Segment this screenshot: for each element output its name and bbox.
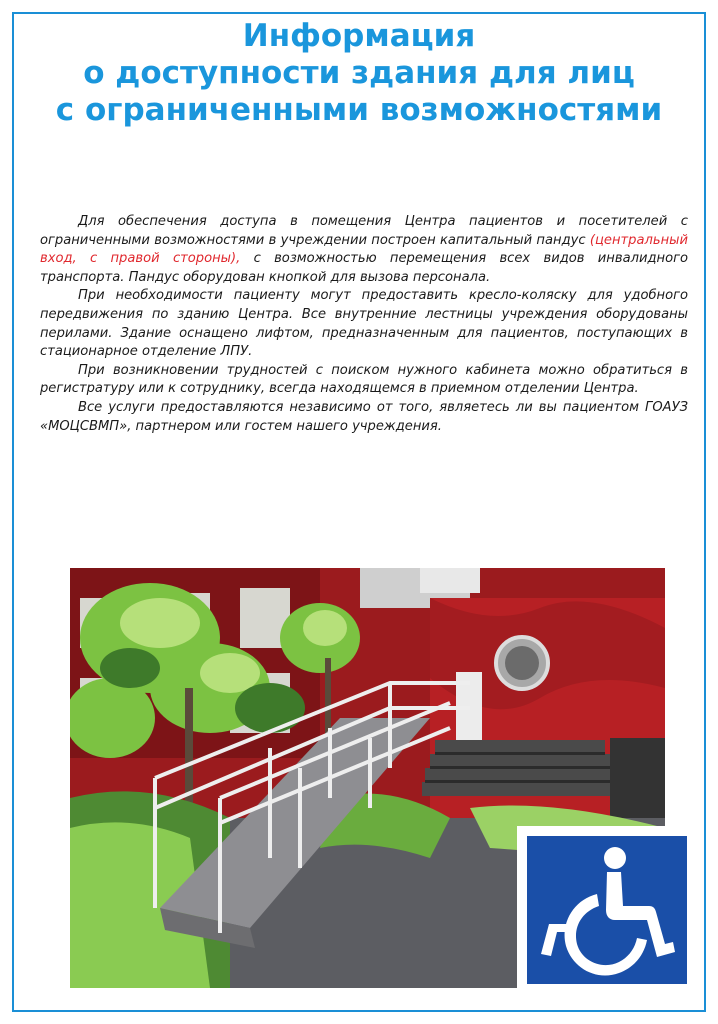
title-line-2: о доступности здания для лиц: [83, 55, 635, 91]
paragraph-help: При возникновении трудностей с поиском нужного кабинета можно обратиться в регистратуру или к сотруднику, всегда находящемся в приемном отделении Центра.: [40, 362, 688, 397]
title-line-1: Информация: [242, 18, 476, 54]
paragraph-ramp: [40, 213, 688, 287]
wheelchair-accessibility-icon: [527, 836, 687, 984]
paragraph-ramp-start: Для обеспечения доступа в помещения Центра пациентов и посетителей с ограниченными возможностями в учреждении построен капитальный пандус: [40, 214, 688, 248]
paragraph-ramp-end: с возможностью перемещения всех видов инвалидного транспорта. Пандус оборудован кнопкой для вызова персонала.: [40, 251, 689, 285]
accessibility-sign: [517, 826, 697, 994]
title-line-3: с ограниченными возможностями: [55, 92, 663, 128]
page-title: [0, 18, 718, 129]
ramp-location-highlight: (центральный вход, с правой стороны),: [40, 232, 688, 267]
accessibility-sign-panel: [527, 836, 687, 984]
paragraph-wheelchair: При необходимости пациенту могут предоставить кресло-коляску для удобного передвижения по зданию Центра. Все внутренние лестницы учреждения оборудованы перилами. Здание оснащено лифтом, предназначенным для пациентов, поступающих в стационарное отделение ЛПУ.: [40, 288, 688, 360]
paragraph-services: Все услуги предоставляются независимо от того, являетесь ли вы пациентом ГОАУЗ «МОЦСВМП», партнером или гостем нашего учреждения.: [40, 399, 688, 434]
info-text: [40, 213, 688, 436]
